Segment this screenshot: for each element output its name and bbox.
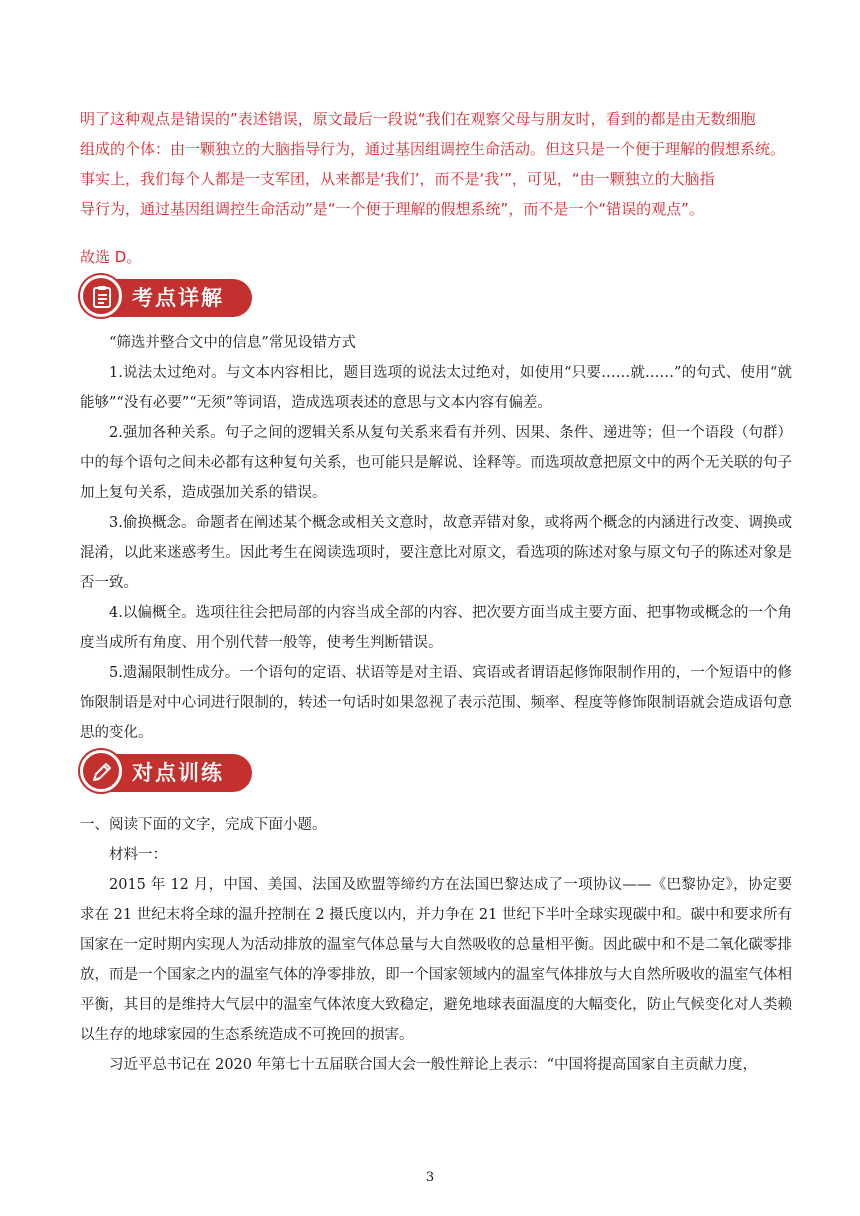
- section1-body: [80, 328, 792, 748]
- list-item: 3.偷换概念。命题者在阐述某个概念或相关文意时，故意弄错对象，或将两个概念的内涵进行改变、调换或混淆，以此来迷惑考生。因此考生在阅读选项时，要注意比对原文，看选项的陈述对象与原文句子的陈述对象是否一致。: [80, 515, 792, 591]
- list-item: 4.以偏概全。选项往往会把局部的内容当成全部的内容、把次要方面当成主要方面、把事物或概念的一个角度当成所有角度、用个别代替一般等，使考生判断错误。: [80, 605, 792, 651]
- explanation-line: 明了这种观点是错误的”表述错误，原文最后一段说“我们在观察父母与朋友时，看到的都是由无数细胞: [80, 110, 756, 128]
- material-paragraph: 习近平总书记在 2020 年第七十五届联合国大会一般性辩论上表示：“中国将提高国家自主贡献力度，: [109, 1057, 758, 1073]
- section-title: 对点训练: [132, 761, 224, 785]
- explanation-line: 事实上，我们每个人都是一支军团，从来都是‘我们’，而不是‘我’”，可见，“由一颗独立的大脑指: [80, 170, 715, 188]
- checklist-icon: [80, 275, 122, 317]
- list-item: 2.强加各种关系。句子之间的逻辑关系从复句关系来看有并列、因果、条件、递进等；但一个语段（句群）中的每个语句之间未必都有这种复句关系，也可能只是解说、诠释等。而选项故意把原文中的两个无关联的句子加上复句关系，造成强加关系的错误。: [80, 425, 792, 501]
- answer-explanation: [80, 104, 792, 224]
- section-badge-duidian: [80, 750, 252, 792]
- section-title: 考点详解: [132, 286, 224, 310]
- section-intro: “筛选并整合文中的信息”常见设错方式: [109, 335, 356, 351]
- section-badge-kaodian: [80, 275, 252, 317]
- section2-body: [80, 810, 792, 1080]
- list-item: 5.遗漏限制性成分。一个语句的定语、状语等是对主语、宾语或者谓语起修饰限制作用的，一个短语中的修饰限制语是对中心词进行限制的，转述一句话时如果忽视了表示范围、频率、程度等修饰限制语就会造成语句意思的变化。: [80, 665, 792, 741]
- pencil-icon: [80, 750, 122, 792]
- question-prompt: 一、阅读下面的文字，完成下面小题。: [80, 817, 327, 833]
- list-item: 1.说法太过绝对。与文本内容相比，题目选项的说法太过绝对，如使用“只要……就……”的句式、使用“就能够”“没有必要”“无须”等词语，造成选项表述的意思与文本内容有偏差。: [80, 365, 792, 411]
- material-paragraph: 2015 年 12 月，中国、美国、法国及欧盟等缔约方在法国巴黎达成了一项协议——《巴黎协定》，协定要求在 21 世纪末将全球的温升控制在 2 摄氏度以内，并力争在 21 世纪下半叶全球实现碳中和。碳中和要求所有国家在一定时期内实现人为活动排放的温室气体总量与大自然吸收的总量相平衡。因此碳中和不是二氧化碳零排放，而是一个国家之内的温室气体的净零排放，即一个国家领域内的温室气体排放与大自然所吸收的温室气体相平衡，其目的是维持大气层中的温室气体浓度大致稳定，避免地球表面温度的大幅变化，防止气候变化对人类赖以生存的地球家园的生态系统造成不可挽回的损害。: [80, 877, 792, 1043]
- page-number: 3: [425, 1170, 435, 1185]
- material-label: 材料一：: [109, 847, 167, 863]
- explanation-line: 组成的个体：由一颗独立的大脑指导行为，通过基因组调控生命活动。但这只是一个便于理解的假想系统。: [80, 140, 786, 158]
- answer-conclusion: 故选 D。: [80, 248, 142, 266]
- explanation-line: 导行为，通过基因组调控生命活动”是“一个便于理解的假想系统”，而不是一个“错误的观点”。: [80, 200, 704, 218]
